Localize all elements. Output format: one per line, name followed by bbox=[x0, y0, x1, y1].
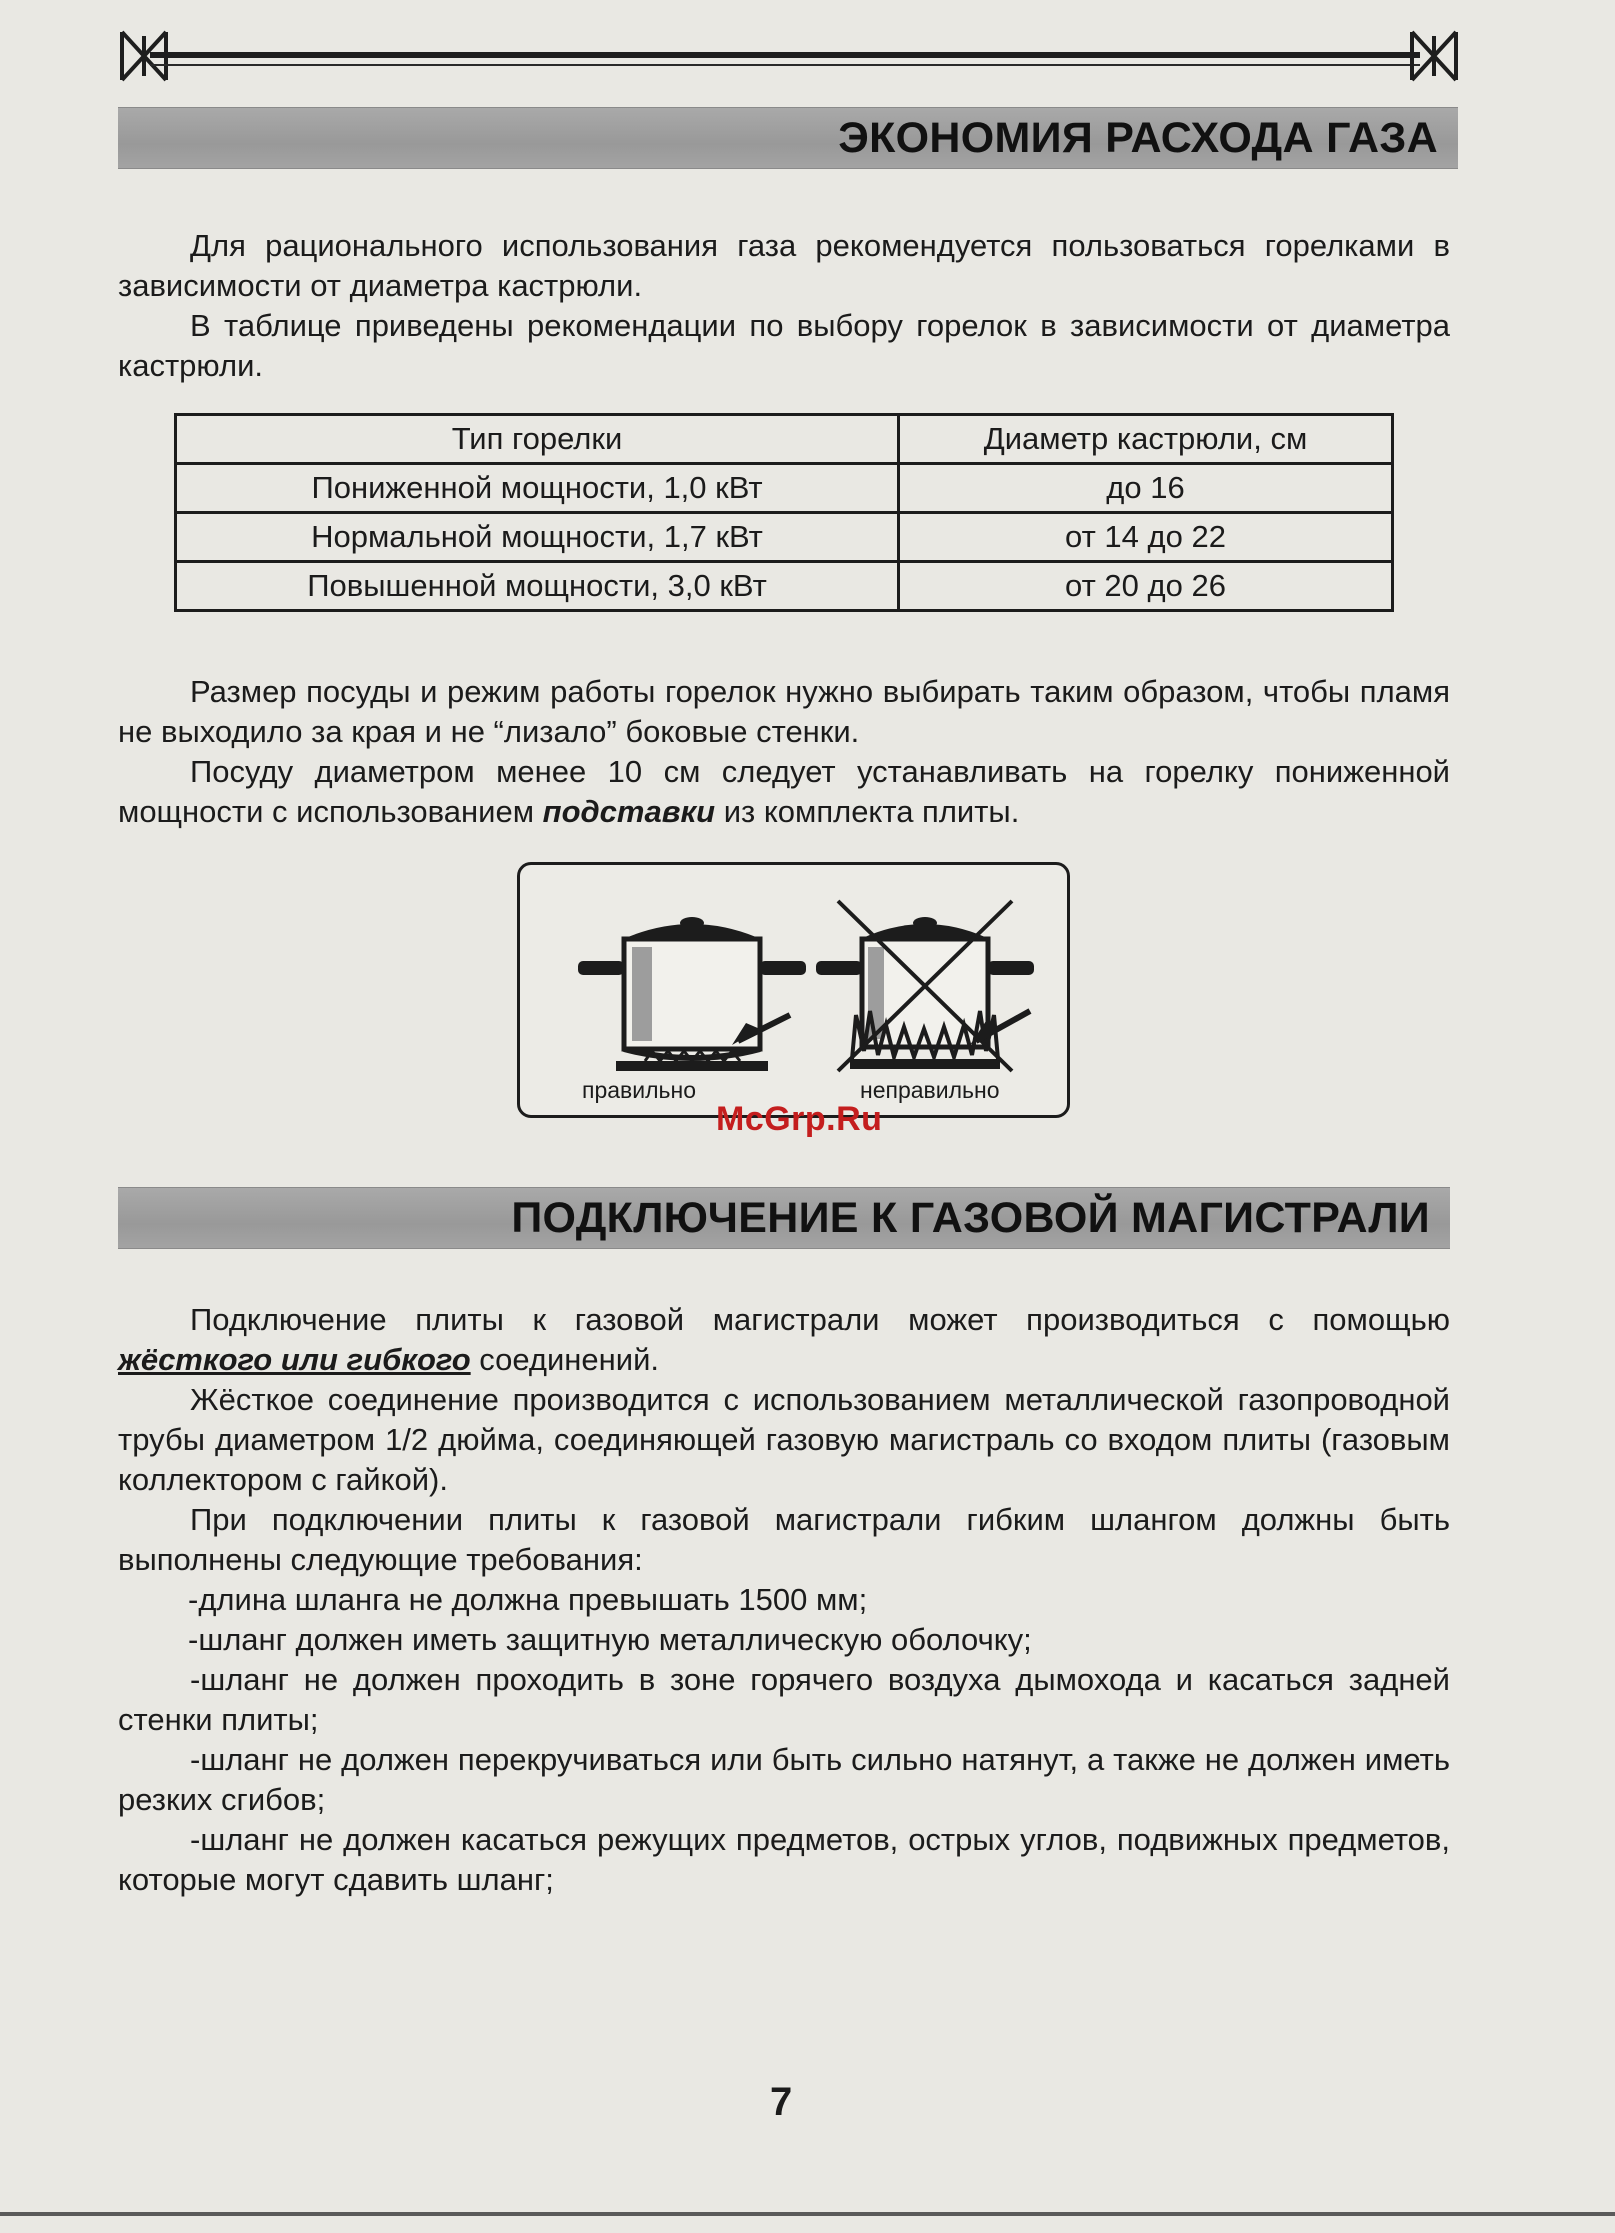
header-rule-thin bbox=[150, 64, 1420, 66]
requirement-item: -шланг должен иметь защитную металлическую оболочку; bbox=[188, 1622, 1032, 1657]
paragraph-text: соединений. bbox=[470, 1342, 660, 1377]
paragraph-text: из комплекта плиты. bbox=[715, 794, 1020, 829]
paragraph: Для рационального использования газа рекомендуется пользоваться горелками в зависимости от диаметра кастрюли. bbox=[118, 228, 1450, 303]
requirement-item: -шланг не должен касаться режущих предметов, острых углов, подвижных предметов, которые могут сдавить шланг; bbox=[118, 1822, 1450, 1897]
paragraph: Размер посуды и режим работы горелок нужно выбирать таким образом, чтобы пламя не выходило за края и не “лизало” боковые стенки. bbox=[118, 674, 1450, 749]
watermark-text: McGrp.Ru bbox=[716, 1100, 883, 1138]
table-header-cell: Диаметр кастрюли, см bbox=[899, 415, 1393, 464]
paragraph bbox=[118, 752, 1450, 832]
paragraph: В таблице приведены рекомендации по выбору горелок в зависимости от диаметра кастрюли. bbox=[118, 308, 1450, 383]
corner-ornament-icon bbox=[1408, 28, 1460, 84]
section-title-gas-connection: ПОДКЛЮЧЕНИЕ К ГАЗОВОЙ МАГИСТРАЛИ bbox=[511, 1194, 1430, 1242]
paragraph bbox=[118, 1300, 1450, 1380]
incorrect-pot-icon bbox=[816, 901, 1034, 1071]
header-rule bbox=[150, 52, 1420, 58]
table-header-row bbox=[176, 415, 1393, 464]
pot-placement-illustration bbox=[517, 862, 1070, 1118]
table-cell: до 16 bbox=[899, 464, 1393, 513]
paragraph: При подключении плиты к газовой магистрали гибким шлангом должны быть выполнены следующие требования: bbox=[118, 1502, 1450, 1577]
emphasis-rigid-flexible: жёсткого или гибкого bbox=[118, 1342, 471, 1377]
section-title-band bbox=[118, 107, 1458, 169]
page-number: 7 bbox=[770, 2080, 793, 2124]
page-bottom-edge bbox=[0, 2212, 1615, 2216]
requirement-item: -шланг не должен проходить в зоне горячего воздуха дымохода и касаться задней стенки плиты; bbox=[118, 1662, 1450, 1737]
gas-connection-text bbox=[118, 1300, 1450, 1900]
table-row bbox=[176, 562, 1393, 611]
table-cell: Повышенной мощности, 3,0 кВт bbox=[176, 562, 899, 611]
paragraph-text: Подключение плиты к газовой магистрали может производиться с помощью bbox=[190, 1302, 1450, 1337]
cookware-size-text bbox=[118, 672, 1450, 832]
burner-table bbox=[174, 413, 1394, 612]
table-cell: от 14 до 22 bbox=[899, 513, 1393, 562]
gas-economy-intro bbox=[118, 226, 1450, 386]
emphasis-stand: подставки bbox=[542, 794, 716, 829]
table-cell: от 20 до 26 bbox=[899, 562, 1393, 611]
section-title-band bbox=[118, 1187, 1450, 1249]
table-cell: Нормальной мощности, 1,7 кВт bbox=[176, 513, 899, 562]
requirement-item: -длина шланга не должна превышать 1500 мм; bbox=[188, 1582, 868, 1617]
correct-pot-icon bbox=[578, 917, 806, 1071]
table-cell: Пониженной мощности, 1,0 кВт bbox=[176, 464, 899, 513]
caption-incorrect: неправильно bbox=[860, 1077, 1000, 1103]
caption-correct: правильно bbox=[582, 1077, 697, 1103]
table-row bbox=[176, 513, 1393, 562]
requirement-item: -шланг не должен перекручиваться или быть сильно натянут, а также не должен иметь резких сгибов; bbox=[118, 1742, 1450, 1817]
paragraph: Жёсткое соединение производится с использованием металлической газопроводной трубы диаметром 1/2 дюйма, соединяющей газовую магистраль со входом плиты (газовым коллектором с гайкой). bbox=[118, 1382, 1450, 1497]
section-title-gas-economy: ЭКОНОМИЯ РАСХОДА ГАЗА bbox=[838, 114, 1438, 162]
paragraph-text: Посуду диаметром менее 10 см следует устанавливать на горелку пониженной мощности с использованием bbox=[118, 754, 1450, 829]
table-row bbox=[176, 464, 1393, 513]
table-header-cell: Тип горелки bbox=[176, 415, 899, 464]
